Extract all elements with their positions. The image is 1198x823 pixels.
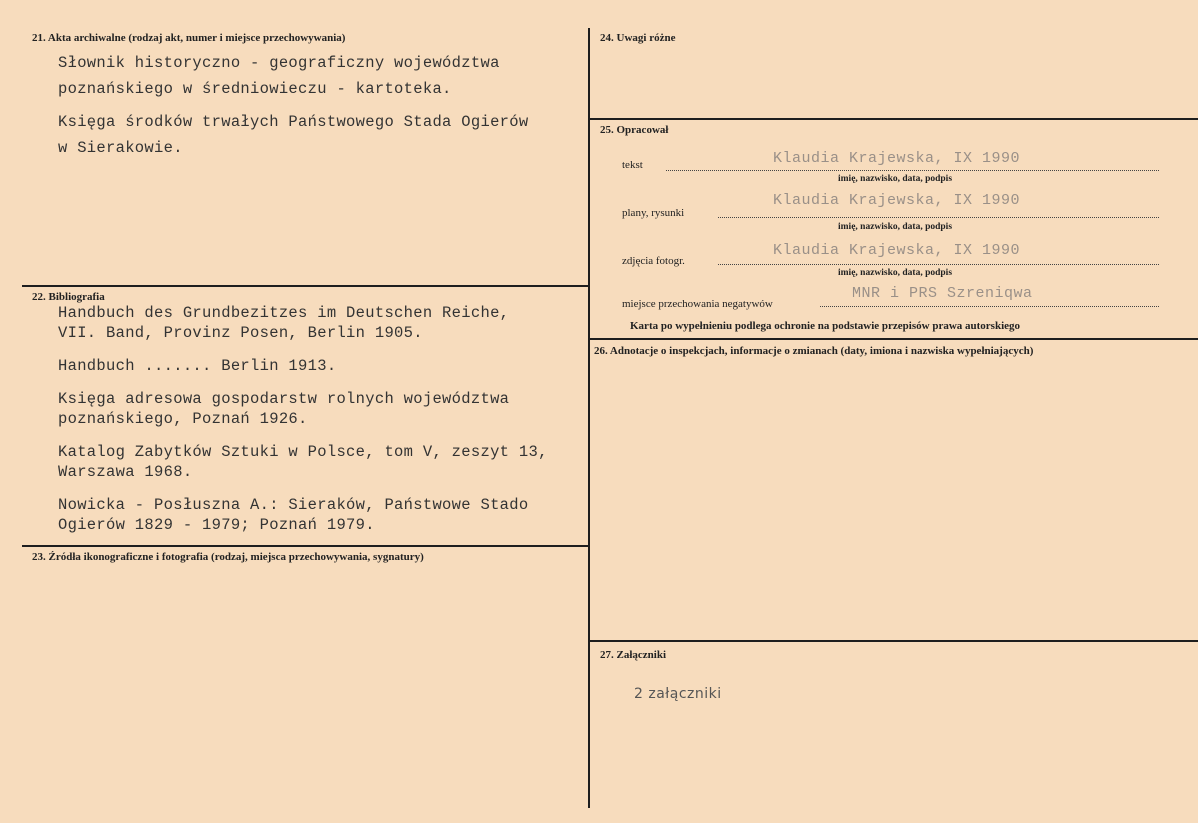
zdjecia-label: zdjęcia fotogr. bbox=[622, 255, 685, 267]
tekst-value: Klaudia Krajewska, IX 1990 bbox=[773, 150, 1021, 167]
divider-26-27 bbox=[589, 640, 1198, 642]
divider-21-22 bbox=[22, 285, 589, 287]
plany-line bbox=[718, 217, 1159, 218]
section-22-line-8: Nowicka - Posłuszna A.: Sieraków, Państwowe Stado bbox=[58, 496, 529, 514]
attachments-value: 2 załączniki bbox=[634, 686, 722, 702]
section-23-header: 23. Źródła ikonograficzne i fotografia (rodzaj, miejsca przechowywania, sygnatury) bbox=[32, 551, 424, 563]
zdjecia-line bbox=[718, 264, 1159, 265]
section-26-header: 26. Adnotacje o inspekcjach, informacje o zmianach (daty, imiona i nazwiska wypełniających) bbox=[594, 345, 1034, 357]
plany-label: plany, rysunki bbox=[622, 207, 685, 219]
section-22-line-5: poznańskiego, Poznań 1926. bbox=[58, 410, 308, 428]
copyright-notice: Karta po wypełnieniu podlega ochronie na podstawie przepisów prawa autorskiego bbox=[630, 320, 1021, 332]
section-27-header: 27. Załączniki bbox=[600, 649, 667, 661]
section-22-line-4: Księga adresowa gospodarstw rolnych województwa bbox=[58, 390, 510, 408]
section-22-line-6: Katalog Zabytków Sztuki w Polsce, tom V, zeszyt 13, bbox=[58, 443, 548, 461]
section-22-line-9: Ogierów 1829 - 1979; Poznań 1979. bbox=[58, 516, 375, 534]
vertical-divider bbox=[588, 28, 590, 808]
divider-24-25 bbox=[589, 118, 1198, 120]
section-21-header: 21. Akta archiwalne (rodzaj akt, numer i miejsce przechowywania) bbox=[32, 32, 346, 44]
section-25-header: 25. Opracował bbox=[600, 124, 669, 136]
section-22-line-7: Warszawa 1968. bbox=[58, 463, 193, 481]
section-21-line-1: Słownik historyczno - geograficzny województwa bbox=[58, 54, 500, 72]
section-21-line-2: poznańskiego w średniowieczu - kartoteka. bbox=[58, 80, 452, 98]
zdjecia-caption: imię, nazwisko, data, podpis bbox=[838, 268, 953, 278]
section-21-line-4: w Sierakowie. bbox=[58, 139, 183, 157]
zdjecia-value: Klaudia Krajewska, IX 1990 bbox=[773, 242, 1021, 259]
divider-22-23 bbox=[22, 545, 589, 547]
negatywy-line bbox=[820, 306, 1159, 307]
divider-25-26 bbox=[589, 338, 1198, 340]
tekst-line bbox=[666, 170, 1159, 171]
tekst-caption: imię, nazwisko, data, podpis bbox=[838, 174, 953, 184]
negatywy-value: MNR i PRS Szreniqwa bbox=[852, 285, 1033, 302]
section-22-line-1: Handbuch des Grundbezitzes im Deutschen Reiche, bbox=[58, 304, 510, 322]
section-24-header: 24. Uwagi różne bbox=[600, 32, 676, 44]
section-21-line-3: Księga środków trwałych Państwowego Stada Ogierów bbox=[58, 113, 529, 131]
plany-value: Klaudia Krajewska, IX 1990 bbox=[773, 192, 1021, 209]
negatywy-label: miejsce przechowania negatywów bbox=[622, 298, 773, 310]
section-22-line-3: Handbuch ....... Berlin 1913. bbox=[58, 357, 337, 375]
section-22-header: 22. Bibliografia bbox=[32, 291, 105, 303]
tekst-label: tekst bbox=[622, 159, 643, 171]
plany-caption: imię, nazwisko, data, podpis bbox=[838, 222, 953, 232]
section-22-line-2: VII. Band, Provinz Posen, Berlin 1905. bbox=[58, 324, 423, 342]
